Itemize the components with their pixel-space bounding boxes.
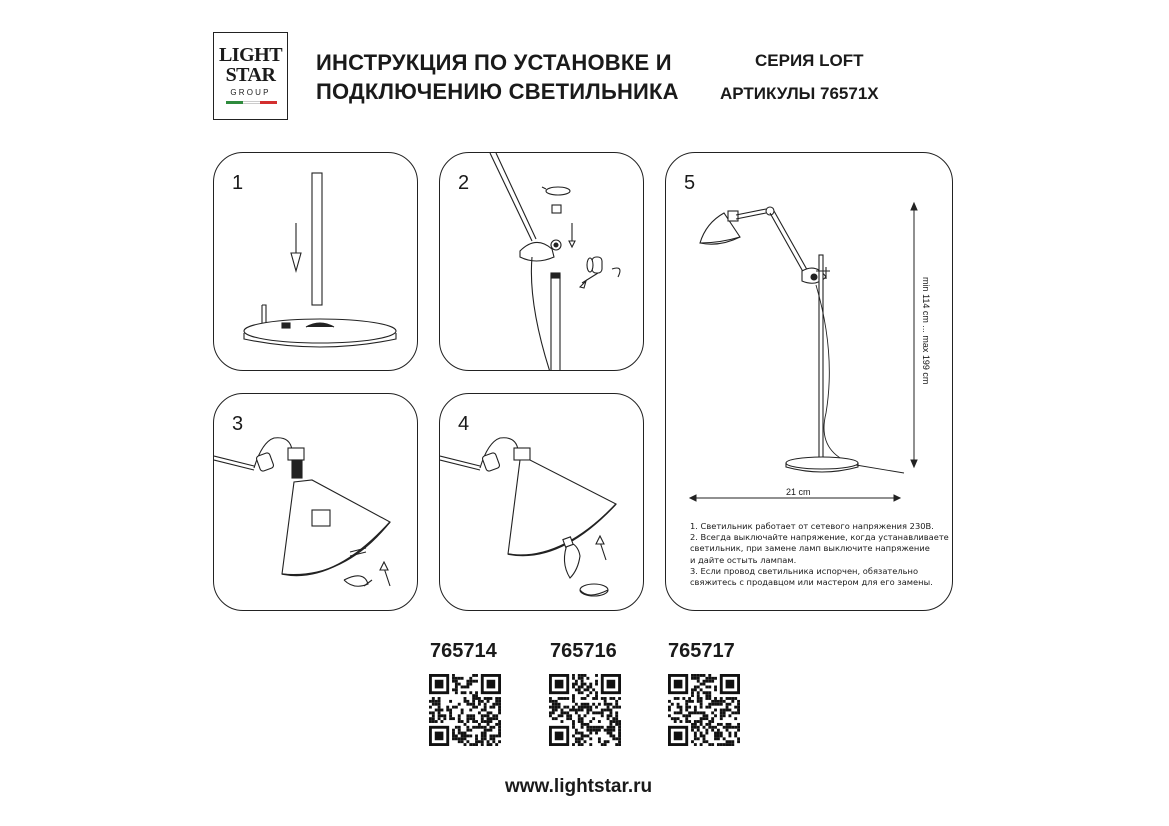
step-5-number: 5 — [684, 172, 696, 194]
safety-notes — [690, 521, 953, 588]
step-4-number: 4 — [458, 413, 470, 435]
logo-flag-stripe — [226, 101, 277, 104]
step-1-illustration — [214, 153, 418, 371]
qr-code-765716[interactable] — [549, 674, 621, 746]
step-5-panel — [665, 152, 953, 611]
logo-text-group: GROUP — [230, 88, 271, 97]
note-line: свяжитесь с продавцом или мастером для его замены. — [690, 577, 933, 588]
note-line: 3. Если провод светильника испорчен, обязательно — [690, 565, 919, 576]
flag-white — [243, 101, 260, 104]
flag-red — [260, 101, 277, 104]
article-765717: 765717 — [668, 640, 735, 662]
width-dimension-label: 21 cm — [786, 487, 811, 497]
article-765716: 765716 — [550, 640, 617, 662]
step-2-number: 2 — [458, 172, 470, 194]
step-3-illustration — [214, 394, 418, 611]
logo-text-light: LIGHT — [218, 44, 283, 66]
document-title-line-1: ИНСТРУКЦИЯ ПО УСТАНОВКЕ И — [316, 50, 672, 75]
series-label: СЕРИЯ LOFT — [755, 51, 864, 70]
step-2-panel — [439, 152, 644, 371]
step-4-panel — [439, 393, 644, 611]
step-4-illustration — [440, 394, 644, 611]
flag-green — [226, 101, 243, 104]
step-1-panel — [213, 152, 418, 371]
note-line: 2. Всегда выключайте напряжение, когда устанавливаете — [690, 532, 949, 543]
note-line: и дайте остыть лампам. — [690, 554, 797, 565]
articles-label: АРТИКУЛЫ 76571X — [720, 84, 879, 103]
qr-code-765717[interactable] — [668, 674, 740, 746]
step-3-panel — [213, 393, 418, 611]
article-765714: 765714 — [430, 640, 497, 662]
website-link[interactable]: www.lightstar.ru — [505, 776, 653, 797]
brand-logo — [213, 32, 288, 120]
document-title-line-2: ПОДКЛЮЧЕНИЮ СВЕТИЛЬНИКА — [316, 79, 679, 104]
step-2-illustration — [440, 153, 644, 371]
step-3-number: 3 — [232, 413, 244, 435]
step-1-number: 1 — [232, 172, 244, 194]
note-line: 1. Светильник работает от сетевого напряжения 230В. — [690, 521, 934, 531]
qr-code-765714[interactable] — [429, 674, 501, 746]
logo-text-star: STAR — [225, 64, 276, 86]
note-line: светильник, при замене ламп выключите напряжение — [690, 543, 930, 554]
height-dimension-label: min 114 cm ... max 199 cm — [921, 277, 931, 385]
